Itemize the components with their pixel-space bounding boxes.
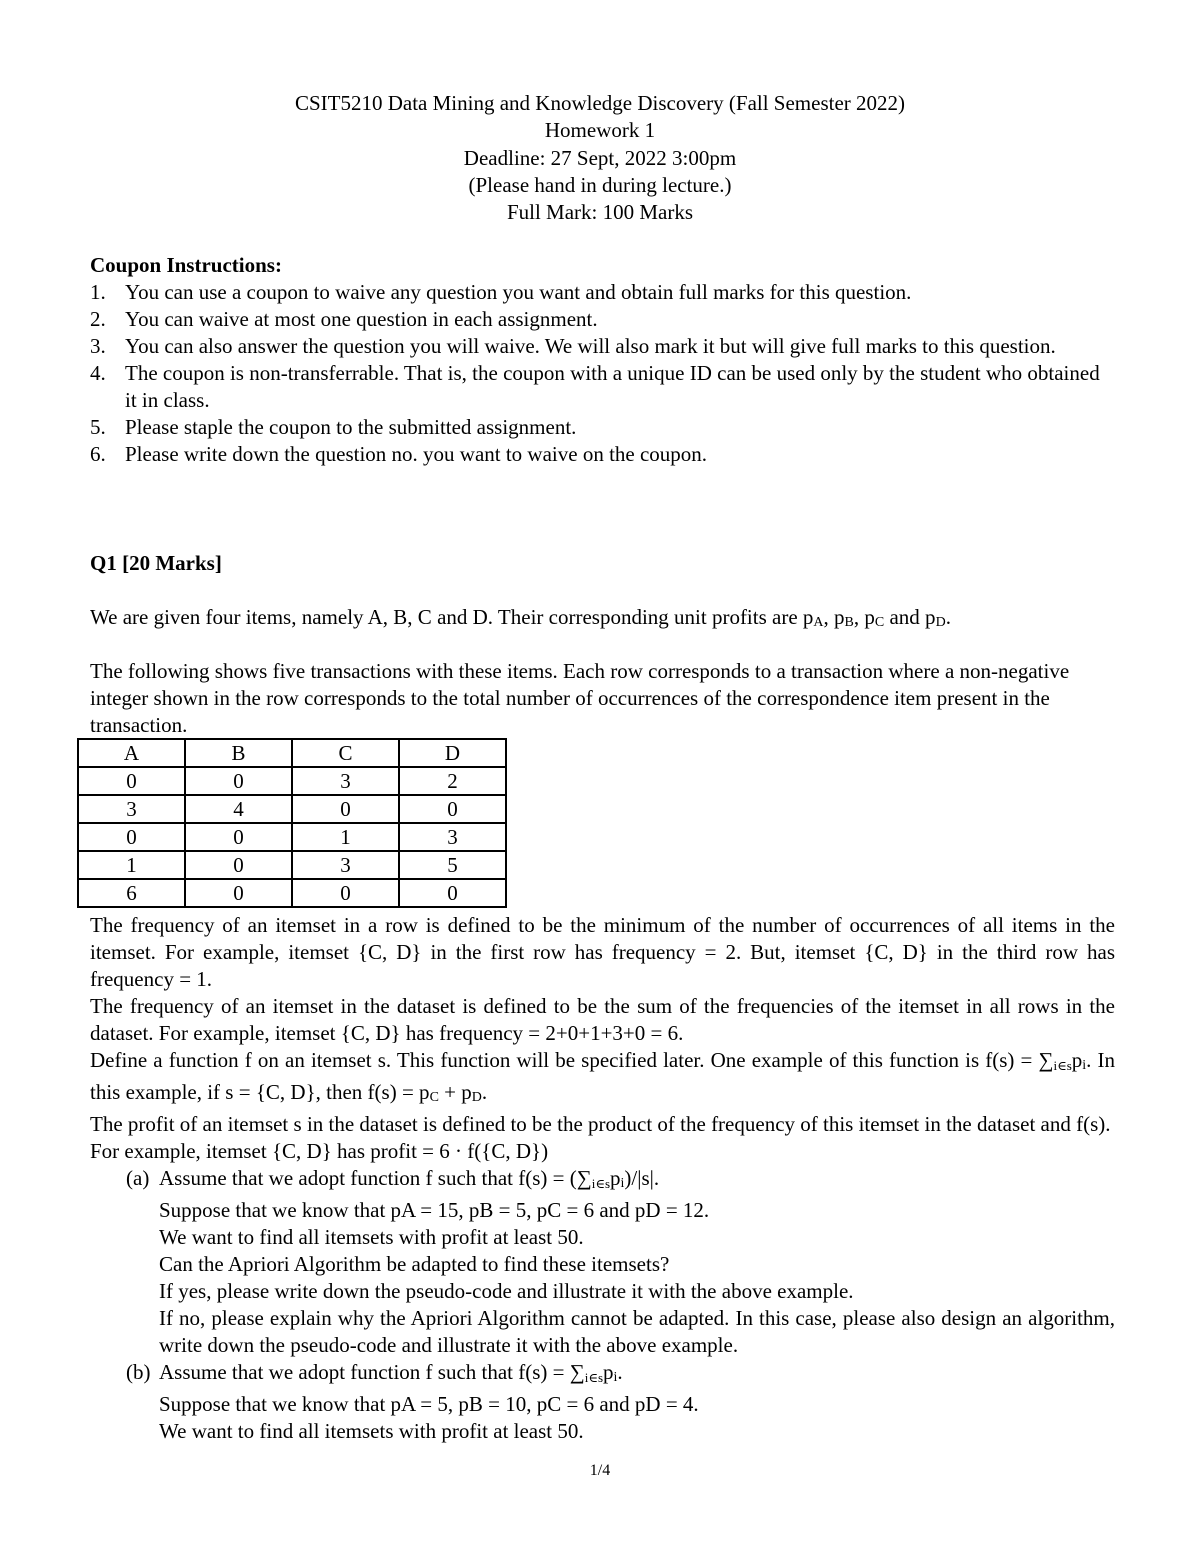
table-cell: 3 [399, 823, 506, 851]
part-a-line5: If yes, please write down the pseudo-code and illustrate it with the above example. [159, 1279, 854, 1303]
table-cell: 3 [292, 767, 399, 795]
part-a-line1: Assume that we adopt function f such that f(s) = (∑i∈spi)/|s|. [159, 1166, 660, 1191]
list-item: 1. You can use a coupon to waive any question you want and obtain full marks for this question. [90, 280, 912, 304]
full-mark: Full Mark: 100 Marks [506, 200, 694, 225]
list-item: 3. You can also answer the question you will waive. We will also mark it but will give full marks to this question. [90, 334, 1056, 358]
table-cell: 0 [399, 795, 506, 823]
q1-body [90, 912, 1115, 1445]
list-item: 4. The coupon is non-transferrable. That is, the coupon with a unique ID can be used only by the student who obtained it in class. [90, 361, 1100, 412]
part-a-line6: If no, please explain why the Apriori Algorithm cannot be adapted. In this case, please also design an algorithm, write down the pseudo-code and illustrate it with the above example. [159, 1306, 1115, 1357]
part-a-line2: Suppose that we know that pA = 15, pB = 5, pC = 6 and pD = 12. [159, 1198, 710, 1222]
table-cell: 0 [185, 879, 292, 907]
para-function: Define a function f on an itemset s. This function will be specified later. One example of this function is f(s) = ∑i∈spi. In this example, if s = {C, D}, then f(s) = pC + pD. [90, 1048, 1116, 1105]
table-row [78, 823, 506, 851]
table-cell: 0 [78, 823, 185, 851]
part-a [90, 1165, 1115, 1359]
course-title: CSIT5210 Data Mining and Knowledge Discovery (Fall Semester 2022) [294, 91, 906, 115]
table-row [78, 879, 506, 907]
para-profit: The profit of an itemset s in the dataset is defined to be the product of the frequency of this itemset in the dataset and f(s). [90, 1112, 1111, 1136]
table-cell: 0 [185, 823, 292, 851]
part-a-label: (a) [126, 1166, 150, 1190]
column-header: A [78, 739, 185, 767]
homework-title: Homework 1 [544, 118, 656, 143]
list-item: 2. You can waive at most one question in each assignment. [90, 307, 598, 331]
q1-intro: We are given four items, namely A, B, C and D. Their corresponding unit profits are pA, pB, pC and pD. [90, 605, 951, 630]
header [0, 90, 1200, 226]
q1-para-transactions: The following shows five transactions with these items. Each row corresponds to a transaction where a non-negative integer shown in the row corresponds to the total number of occurrences of the correspondence item present in the transaction. [90, 659, 1070, 737]
part-a-line4: Can the Apriori Algorithm be adapted to find these itemsets? [159, 1252, 670, 1276]
table-cell: 0 [292, 879, 399, 907]
q1-title: Q1 [20 Marks] [90, 551, 222, 575]
column-header: D [399, 739, 506, 767]
para-frequency-row: The frequency of an itemset in a row is defined to be the minimum of the number of occurrences of all items in the itemset. For example, itemset {C, D} in the first row has frequency = 2. But, itemset {C, D} in the third row has frequency = 1. [90, 913, 1115, 991]
part-b [90, 1359, 1115, 1445]
column-header: C [292, 739, 399, 767]
table-cell: 4 [185, 795, 292, 823]
table-cell: 1 [292, 823, 399, 851]
list-item: 5. Please staple the coupon to the submitted assignment. [90, 415, 577, 439]
table-header-row [78, 739, 506, 767]
table-row [78, 767, 506, 795]
table-cell: 2 [399, 767, 506, 795]
part-b-line1: Assume that we adopt function f such that f(s) = ∑i∈spi. [159, 1360, 623, 1385]
part-b-label: (b) [126, 1360, 151, 1384]
table-row [78, 851, 506, 879]
coupon-title: Coupon Instructions: [90, 253, 282, 277]
page-number: 1/4 [589, 1462, 611, 1479]
part-b-line2: Suppose that we know that pA = 5, pB = 10, pC = 6 and pD = 4. [159, 1392, 699, 1416]
deadline: Deadline: 27 Sept, 2022 3:00pm [463, 145, 737, 170]
column-header: B [185, 739, 292, 767]
list-item: 6. Please write down the question no. you want to waive on the coupon. [90, 442, 708, 466]
coupon-section [90, 252, 1115, 468]
submission-note: (Please hand in during lecture.) [468, 172, 732, 197]
table-cell: 0 [292, 795, 399, 823]
coupon-list [90, 279, 1115, 468]
table-cell: 0 [78, 767, 185, 795]
table-cell: 0 [185, 767, 292, 795]
table-cell: 1 [78, 851, 185, 879]
table-cell: 3 [292, 851, 399, 879]
transactions-table [77, 738, 507, 908]
table-cell: 6 [78, 879, 185, 907]
part-b-line3: We want to find all itemsets with profit at least 50. [159, 1419, 584, 1443]
para-frequency-dataset: The frequency of an itemset in the dataset is defined to be the sum of the frequencies of the itemset in all rows in the dataset. For example, itemset {C, D} has frequency = 2+0+1+3+0 = 6. [90, 994, 1115, 1045]
table-cell: 3 [78, 795, 185, 823]
table-cell: 5 [399, 851, 506, 879]
table-cell: 0 [399, 879, 506, 907]
table-cell: 0 [185, 851, 292, 879]
table-row [78, 795, 506, 823]
part-a-line3: We want to find all itemsets with profit at least 50. [159, 1225, 584, 1249]
para-example: For example, itemset {C, D} has profit = 6 · f({C, D}) [90, 1139, 549, 1163]
